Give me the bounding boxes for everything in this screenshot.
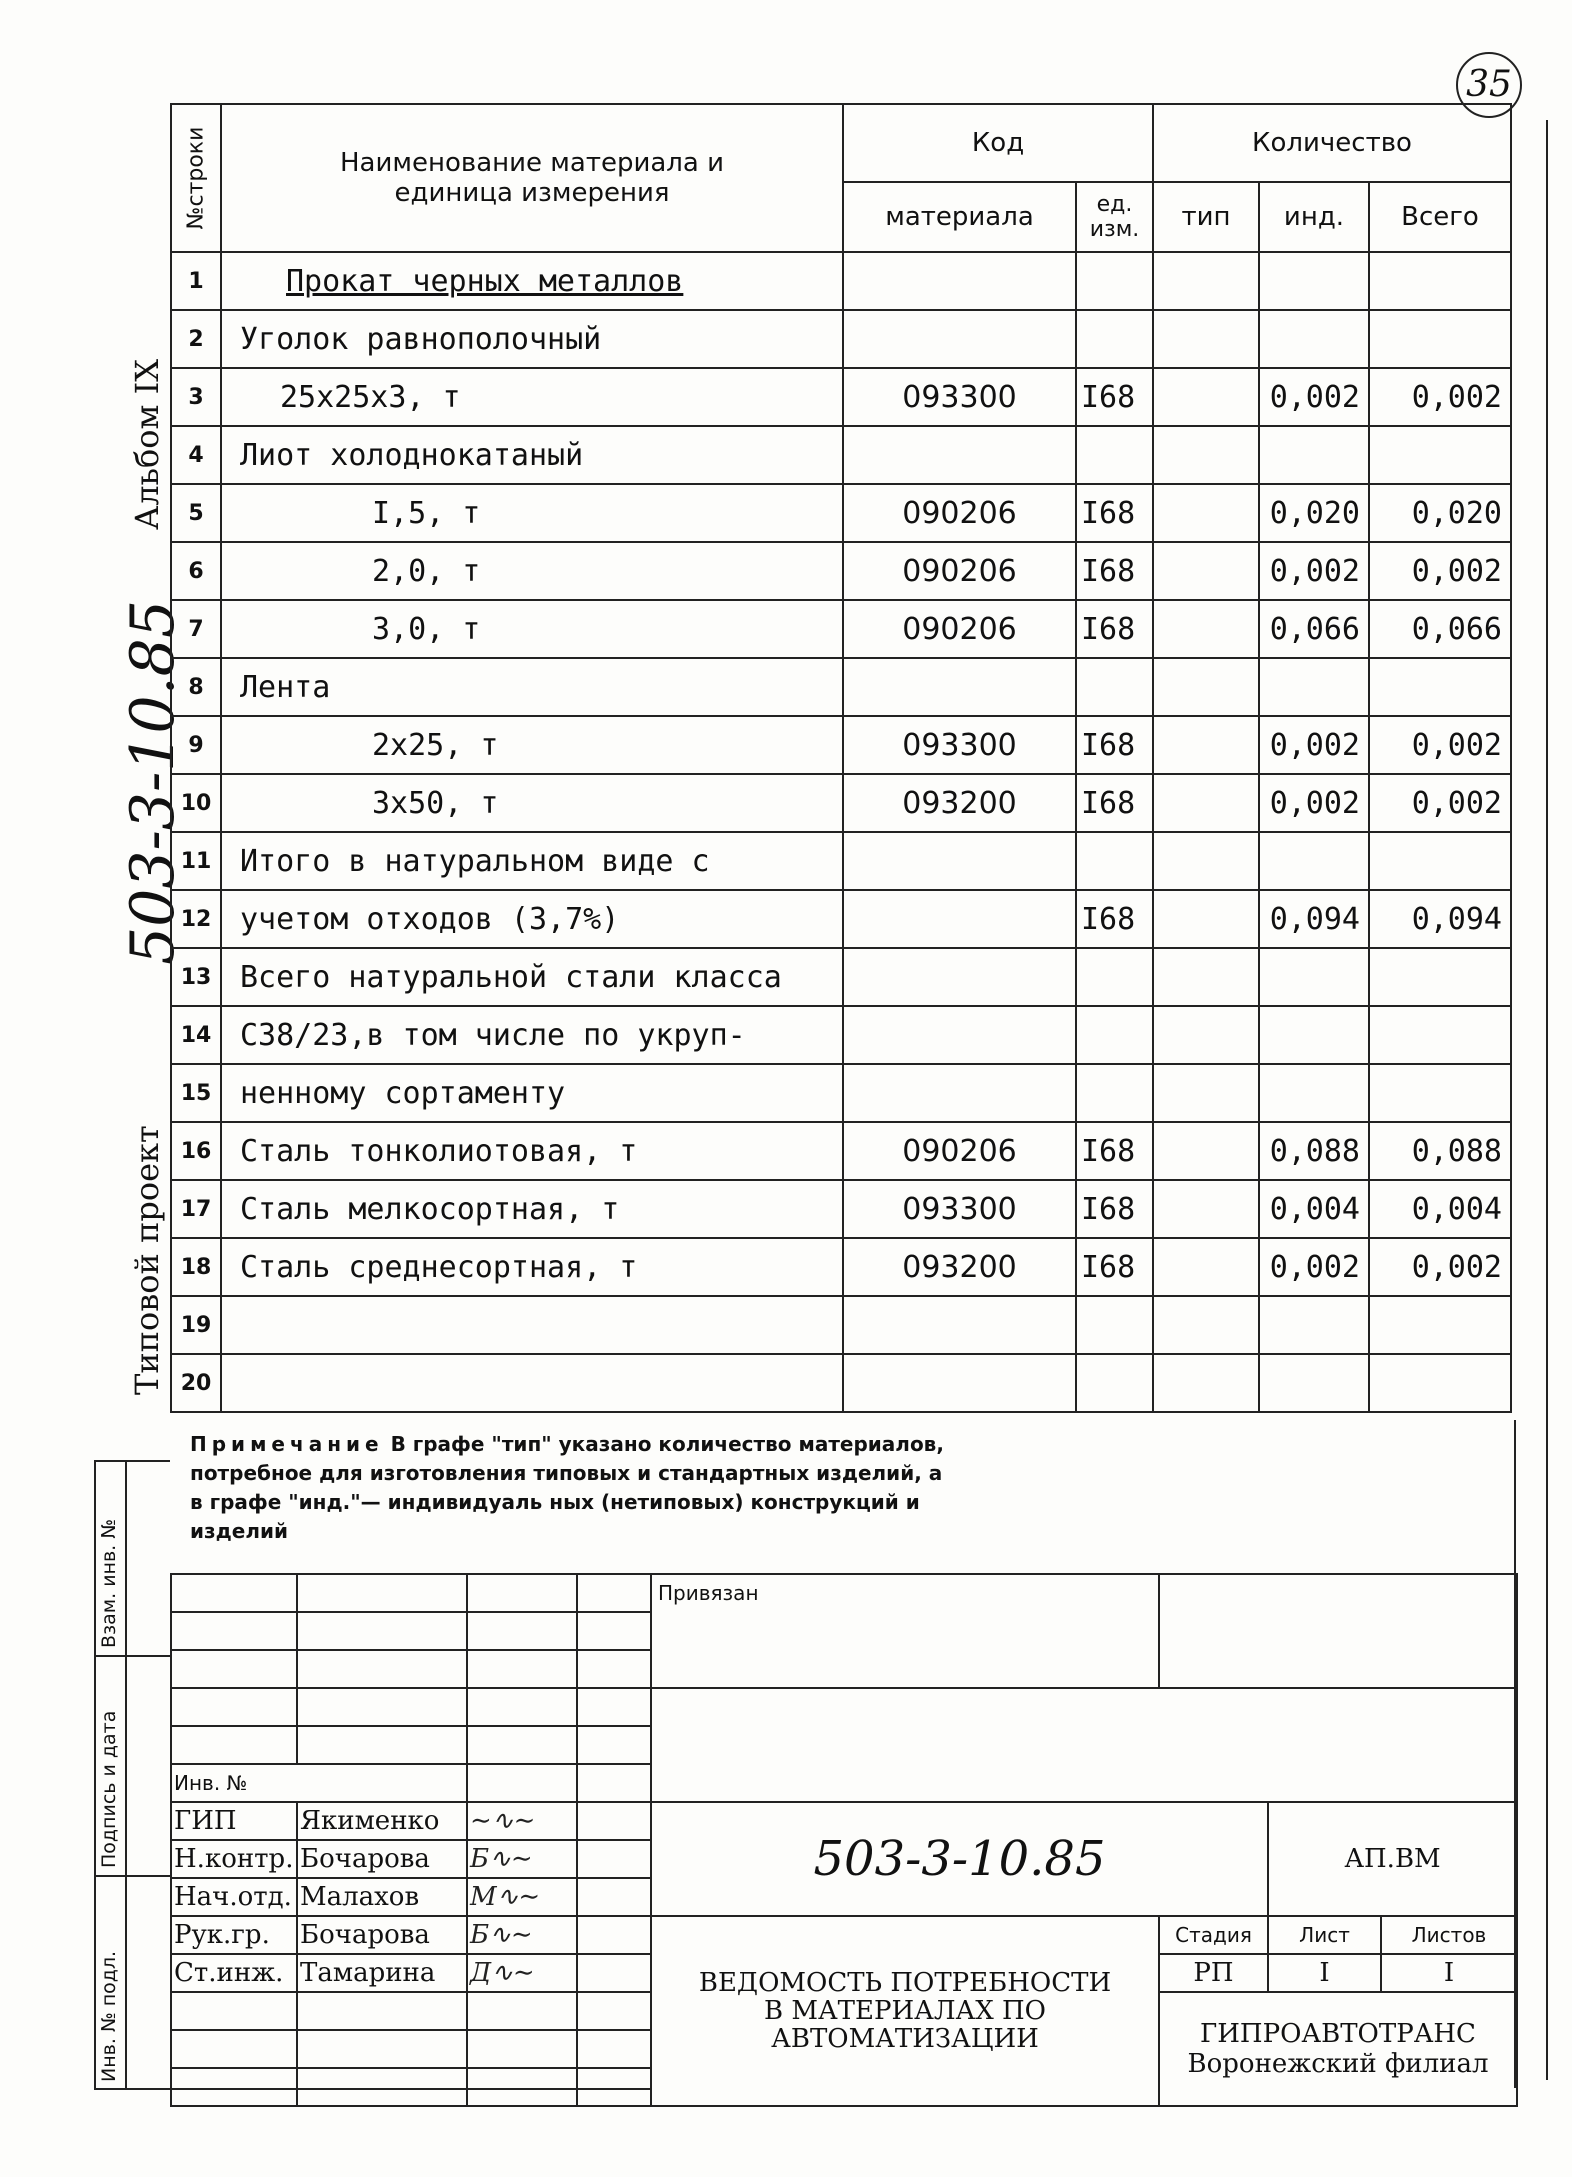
side-typical-project: Типовой проект	[128, 1125, 166, 1395]
row-unit: I68	[1076, 1238, 1153, 1296]
row-type	[1153, 1006, 1259, 1064]
row-number: 13	[171, 948, 221, 1006]
row-unit	[1076, 832, 1153, 890]
name-gip: Якименко	[297, 1802, 467, 1840]
row-number: 20	[171, 1354, 221, 1412]
row-code: 093300	[843, 1180, 1076, 1238]
row-name	[221, 1354, 843, 1412]
row-unit	[1076, 1354, 1153, 1412]
row-name: Итого в натуральном виде с	[221, 832, 843, 890]
title-block	[170, 1573, 1518, 2107]
table-row	[171, 774, 1511, 832]
organization	[1159, 1992, 1517, 2106]
row-code	[843, 1296, 1076, 1354]
table-row	[171, 716, 1511, 774]
row-name	[221, 1296, 843, 1354]
row-ind: 0,002	[1259, 716, 1369, 774]
row-code	[843, 310, 1076, 368]
row-type	[1153, 1354, 1259, 1412]
row-unit	[1076, 658, 1153, 716]
row-number: 17	[171, 1180, 221, 1238]
row-number: 3	[171, 368, 221, 426]
table-row	[171, 948, 1511, 1006]
row-name: Сталь среднесортная, т	[221, 1238, 843, 1296]
row-ind	[1259, 1296, 1369, 1354]
signature-gip: ∼∿∼	[467, 1802, 577, 1840]
name-nachotd: Малахов	[297, 1878, 467, 1916]
row-number: 8	[171, 658, 221, 716]
header-qty-total: Всего	[1369, 182, 1511, 252]
frame-stamp-div1	[94, 1460, 170, 1462]
doc-title: ВЕДОМОСТЬ ПОТРЕБНОСТИ В МАТЕРИАЛАХ ПО АВТОМАТИЗАЦИИ	[651, 1916, 1159, 2106]
row-total: 0,002	[1369, 368, 1511, 426]
row-type	[1153, 252, 1259, 310]
row-number: 19	[171, 1296, 221, 1354]
table-row	[171, 1180, 1511, 1238]
row-name: учетом отходов (3,7%)	[221, 890, 843, 948]
table-row	[171, 426, 1511, 484]
row-total: 0,002	[1369, 542, 1511, 600]
row-type	[1153, 1180, 1259, 1238]
table-row	[171, 484, 1511, 542]
row-ind	[1259, 948, 1369, 1006]
row-ind: 0,002	[1259, 542, 1369, 600]
row-name: Сталь тонколиотовая, т	[221, 1122, 843, 1180]
row-code	[843, 1006, 1076, 1064]
row-number: 1	[171, 252, 221, 310]
row-total	[1369, 426, 1511, 484]
row-unit: I68	[1076, 716, 1153, 774]
side-album: Альбом IX	[128, 359, 166, 530]
row-unit	[1076, 1064, 1153, 1122]
row-ind: 0,002	[1259, 774, 1369, 832]
row-name: 25х25х3, т	[221, 368, 843, 426]
row-type	[1153, 1064, 1259, 1122]
row-unit	[1076, 310, 1153, 368]
note-block	[190, 1430, 950, 1546]
row-name: Сталь мелкосортная, т	[221, 1180, 843, 1238]
header-row-no: №строки	[171, 104, 221, 252]
role-nachotd: Нач.отд.	[171, 1878, 297, 1916]
row-unit	[1076, 948, 1153, 1006]
row-unit	[1076, 1296, 1153, 1354]
row-number: 5	[171, 484, 221, 542]
row-number: 10	[171, 774, 221, 832]
doc-number: 503-3-10.85	[813, 1831, 1106, 1887]
row-ind: 0,002	[1259, 1238, 1369, 1296]
signature-nachotd: М∿∼	[467, 1878, 577, 1916]
table-row	[171, 1064, 1511, 1122]
table-row	[171, 542, 1511, 600]
row-code: 090206	[843, 1122, 1076, 1180]
row-type	[1153, 832, 1259, 890]
row-code	[843, 948, 1076, 1006]
row-total	[1369, 1354, 1511, 1412]
row-code	[843, 252, 1076, 310]
row-code: 093200	[843, 1238, 1076, 1296]
row-type	[1153, 542, 1259, 600]
frame-stamp-div3	[94, 1875, 170, 1877]
row-number: 6	[171, 542, 221, 600]
header-code: Код	[843, 104, 1153, 182]
row-code	[843, 832, 1076, 890]
frame-left-inner	[125, 1460, 127, 2088]
row-code: 093200	[843, 774, 1076, 832]
row-total	[1369, 948, 1511, 1006]
row-name: Прокат черных металлов	[221, 252, 843, 310]
row-ind: 0,094	[1259, 890, 1369, 948]
name-nkontr: Бочарова	[297, 1840, 467, 1878]
row-type	[1153, 484, 1259, 542]
signature-stinzh: Д∿∼	[467, 1954, 577, 1992]
row-total	[1369, 658, 1511, 716]
org-line1: ГИПРОАВТОТРАНС	[1200, 2019, 1476, 2049]
row-type	[1153, 890, 1259, 948]
row-type	[1153, 600, 1259, 658]
row-type	[1153, 716, 1259, 774]
table-row	[171, 252, 1511, 310]
role-nkontr: Н.контр.	[171, 1840, 297, 1878]
table-row	[171, 890, 1511, 948]
row-type	[1153, 1238, 1259, 1296]
row-number: 12	[171, 890, 221, 948]
row-total: 0,002	[1369, 716, 1511, 774]
row-number: 11	[171, 832, 221, 890]
row-total: 0,002	[1369, 1238, 1511, 1296]
role-gip: ГИП	[171, 1802, 297, 1840]
name-stinzh: Тамарина	[297, 1954, 467, 1992]
row-total	[1369, 252, 1511, 310]
row-number: 9	[171, 716, 221, 774]
row-name: Уголок равнополочный	[221, 310, 843, 368]
row-ind: 0,088	[1259, 1122, 1369, 1180]
row-name: ненному сортаменту	[221, 1064, 843, 1122]
row-code	[843, 658, 1076, 716]
row-unit: I68	[1076, 368, 1153, 426]
side-stamp-inv: Инв. № подл.	[98, 1950, 120, 2082]
page-number: 35	[1456, 52, 1522, 118]
row-number: 4	[171, 426, 221, 484]
materials-table	[170, 103, 1512, 1413]
row-number: 14	[171, 1006, 221, 1064]
row-type	[1153, 948, 1259, 1006]
row-total: 0,004	[1369, 1180, 1511, 1238]
header-qty: Количество	[1153, 104, 1511, 182]
row-ind	[1259, 252, 1369, 310]
table-row	[171, 1296, 1511, 1354]
doc-mark: АП.ВМ	[1268, 1802, 1517, 1916]
row-code: 093300	[843, 368, 1076, 426]
sheet-label: Лист	[1268, 1916, 1381, 1954]
row-total: 0,088	[1369, 1122, 1511, 1180]
privyazan-label: Привязан	[651, 1574, 1159, 1688]
row-number: 7	[171, 600, 221, 658]
row-code	[843, 890, 1076, 948]
side-project-code: 503-3-10.85	[118, 599, 188, 965]
table-row	[171, 1122, 1511, 1180]
row-total	[1369, 310, 1511, 368]
table-row	[171, 1354, 1511, 1412]
row-type	[1153, 368, 1259, 426]
row-name: I,5, т	[221, 484, 843, 542]
row-ind	[1259, 1354, 1369, 1412]
row-unit: I68	[1076, 890, 1153, 948]
row-ind: 0,004	[1259, 1180, 1369, 1238]
row-name: 2,0, т	[221, 542, 843, 600]
row-total: 0,002	[1369, 774, 1511, 832]
header-qty-ind: инд.	[1259, 182, 1369, 252]
org-line2: Воронежский филиал	[1187, 2049, 1489, 2079]
row-unit	[1076, 252, 1153, 310]
header-code-unit: ед. изм.	[1076, 182, 1153, 252]
row-code: 090206	[843, 484, 1076, 542]
row-code	[843, 1064, 1076, 1122]
row-total	[1369, 1006, 1511, 1064]
row-total: 0,066	[1369, 600, 1511, 658]
row-code	[843, 1354, 1076, 1412]
row-ind	[1259, 1064, 1369, 1122]
frame-right	[1546, 120, 1548, 2080]
row-number: 18	[171, 1238, 221, 1296]
row-unit: I68	[1076, 484, 1153, 542]
row-name: Лента	[221, 658, 843, 716]
row-name: С38/23,в том числе по укруп-	[221, 1006, 843, 1064]
header-qty-type: тип	[1153, 182, 1259, 252]
row-unit: I68	[1076, 774, 1153, 832]
sheets-value: I	[1381, 1954, 1517, 1992]
sheets-label: Листов	[1381, 1916, 1517, 1954]
row-code	[843, 426, 1076, 484]
table-row	[171, 368, 1511, 426]
row-unit	[1076, 1006, 1153, 1064]
materials-rows	[171, 252, 1511, 1412]
row-ind	[1259, 310, 1369, 368]
row-name: Лиот холоднокатаный	[221, 426, 843, 484]
row-code: 090206	[843, 600, 1076, 658]
row-code: 090206	[843, 542, 1076, 600]
row-number: 15	[171, 1064, 221, 1122]
header-name: Наименование материала и единица измерения	[221, 104, 843, 252]
table-row	[171, 658, 1511, 716]
row-total	[1369, 1296, 1511, 1354]
row-name: 3х50, т	[221, 774, 843, 832]
header-code-material: материала	[843, 182, 1076, 252]
sheet-value: I	[1268, 1954, 1381, 1992]
table-row	[171, 1006, 1511, 1064]
row-ind: 0,002	[1259, 368, 1369, 426]
row-type	[1153, 426, 1259, 484]
row-type	[1153, 774, 1259, 832]
stage-value: РП	[1159, 1954, 1268, 1992]
note-label: Примечание	[190, 1432, 384, 1456]
signature-rukgr: Б∿∼	[467, 1916, 577, 1954]
role-stinzh: Ст.инж.	[171, 1954, 297, 1992]
row-ind	[1259, 426, 1369, 484]
frame-left	[94, 1460, 96, 2088]
row-ind	[1259, 658, 1369, 716]
row-unit: I68	[1076, 1122, 1153, 1180]
row-total: 0,094	[1369, 890, 1511, 948]
row-ind: 0,020	[1259, 484, 1369, 542]
side-stamp-podpis: Подпись и дата	[98, 1710, 120, 1868]
table-row	[171, 600, 1511, 658]
inv-no-label: Инв. №	[171, 1764, 467, 1802]
row-number: 2	[171, 310, 221, 368]
stage-label: Стадия	[1159, 1916, 1268, 1954]
row-unit	[1076, 426, 1153, 484]
role-rukgr: Рук.гр.	[171, 1916, 297, 1954]
row-unit: I68	[1076, 542, 1153, 600]
row-name: 3,0, т	[221, 600, 843, 658]
row-type	[1153, 1296, 1259, 1354]
row-ind	[1259, 832, 1369, 890]
row-total	[1369, 832, 1511, 890]
row-name: 2х25, т	[221, 716, 843, 774]
name-rukgr: Бочарова	[297, 1916, 467, 1954]
table-row	[171, 310, 1511, 368]
row-total: 0,020	[1369, 484, 1511, 542]
row-ind	[1259, 1006, 1369, 1064]
signature-nkontr: Б∿∼	[467, 1840, 577, 1878]
table-row	[171, 1238, 1511, 1296]
note-text: В графе "тип" указано количество материалов, потребное для изготовления типовых и стандартных изделий, а в графе "инд."— индивидуаль ных (нетиповых) конструкций и изделий	[190, 1432, 944, 1543]
row-code: 093300	[843, 716, 1076, 774]
row-unit: I68	[1076, 1180, 1153, 1238]
row-name: Всего натуральной стали класса	[221, 948, 843, 1006]
frame-stamp-div2	[94, 1655, 170, 1657]
row-total	[1369, 1064, 1511, 1122]
row-unit: I68	[1076, 600, 1153, 658]
side-stamp-vzam: Взам. инв. №	[98, 1518, 120, 1648]
row-type	[1153, 658, 1259, 716]
row-ind: 0,066	[1259, 600, 1369, 658]
row-number: 16	[171, 1122, 221, 1180]
row-type	[1153, 310, 1259, 368]
row-type	[1153, 1122, 1259, 1180]
table-row	[171, 832, 1511, 890]
